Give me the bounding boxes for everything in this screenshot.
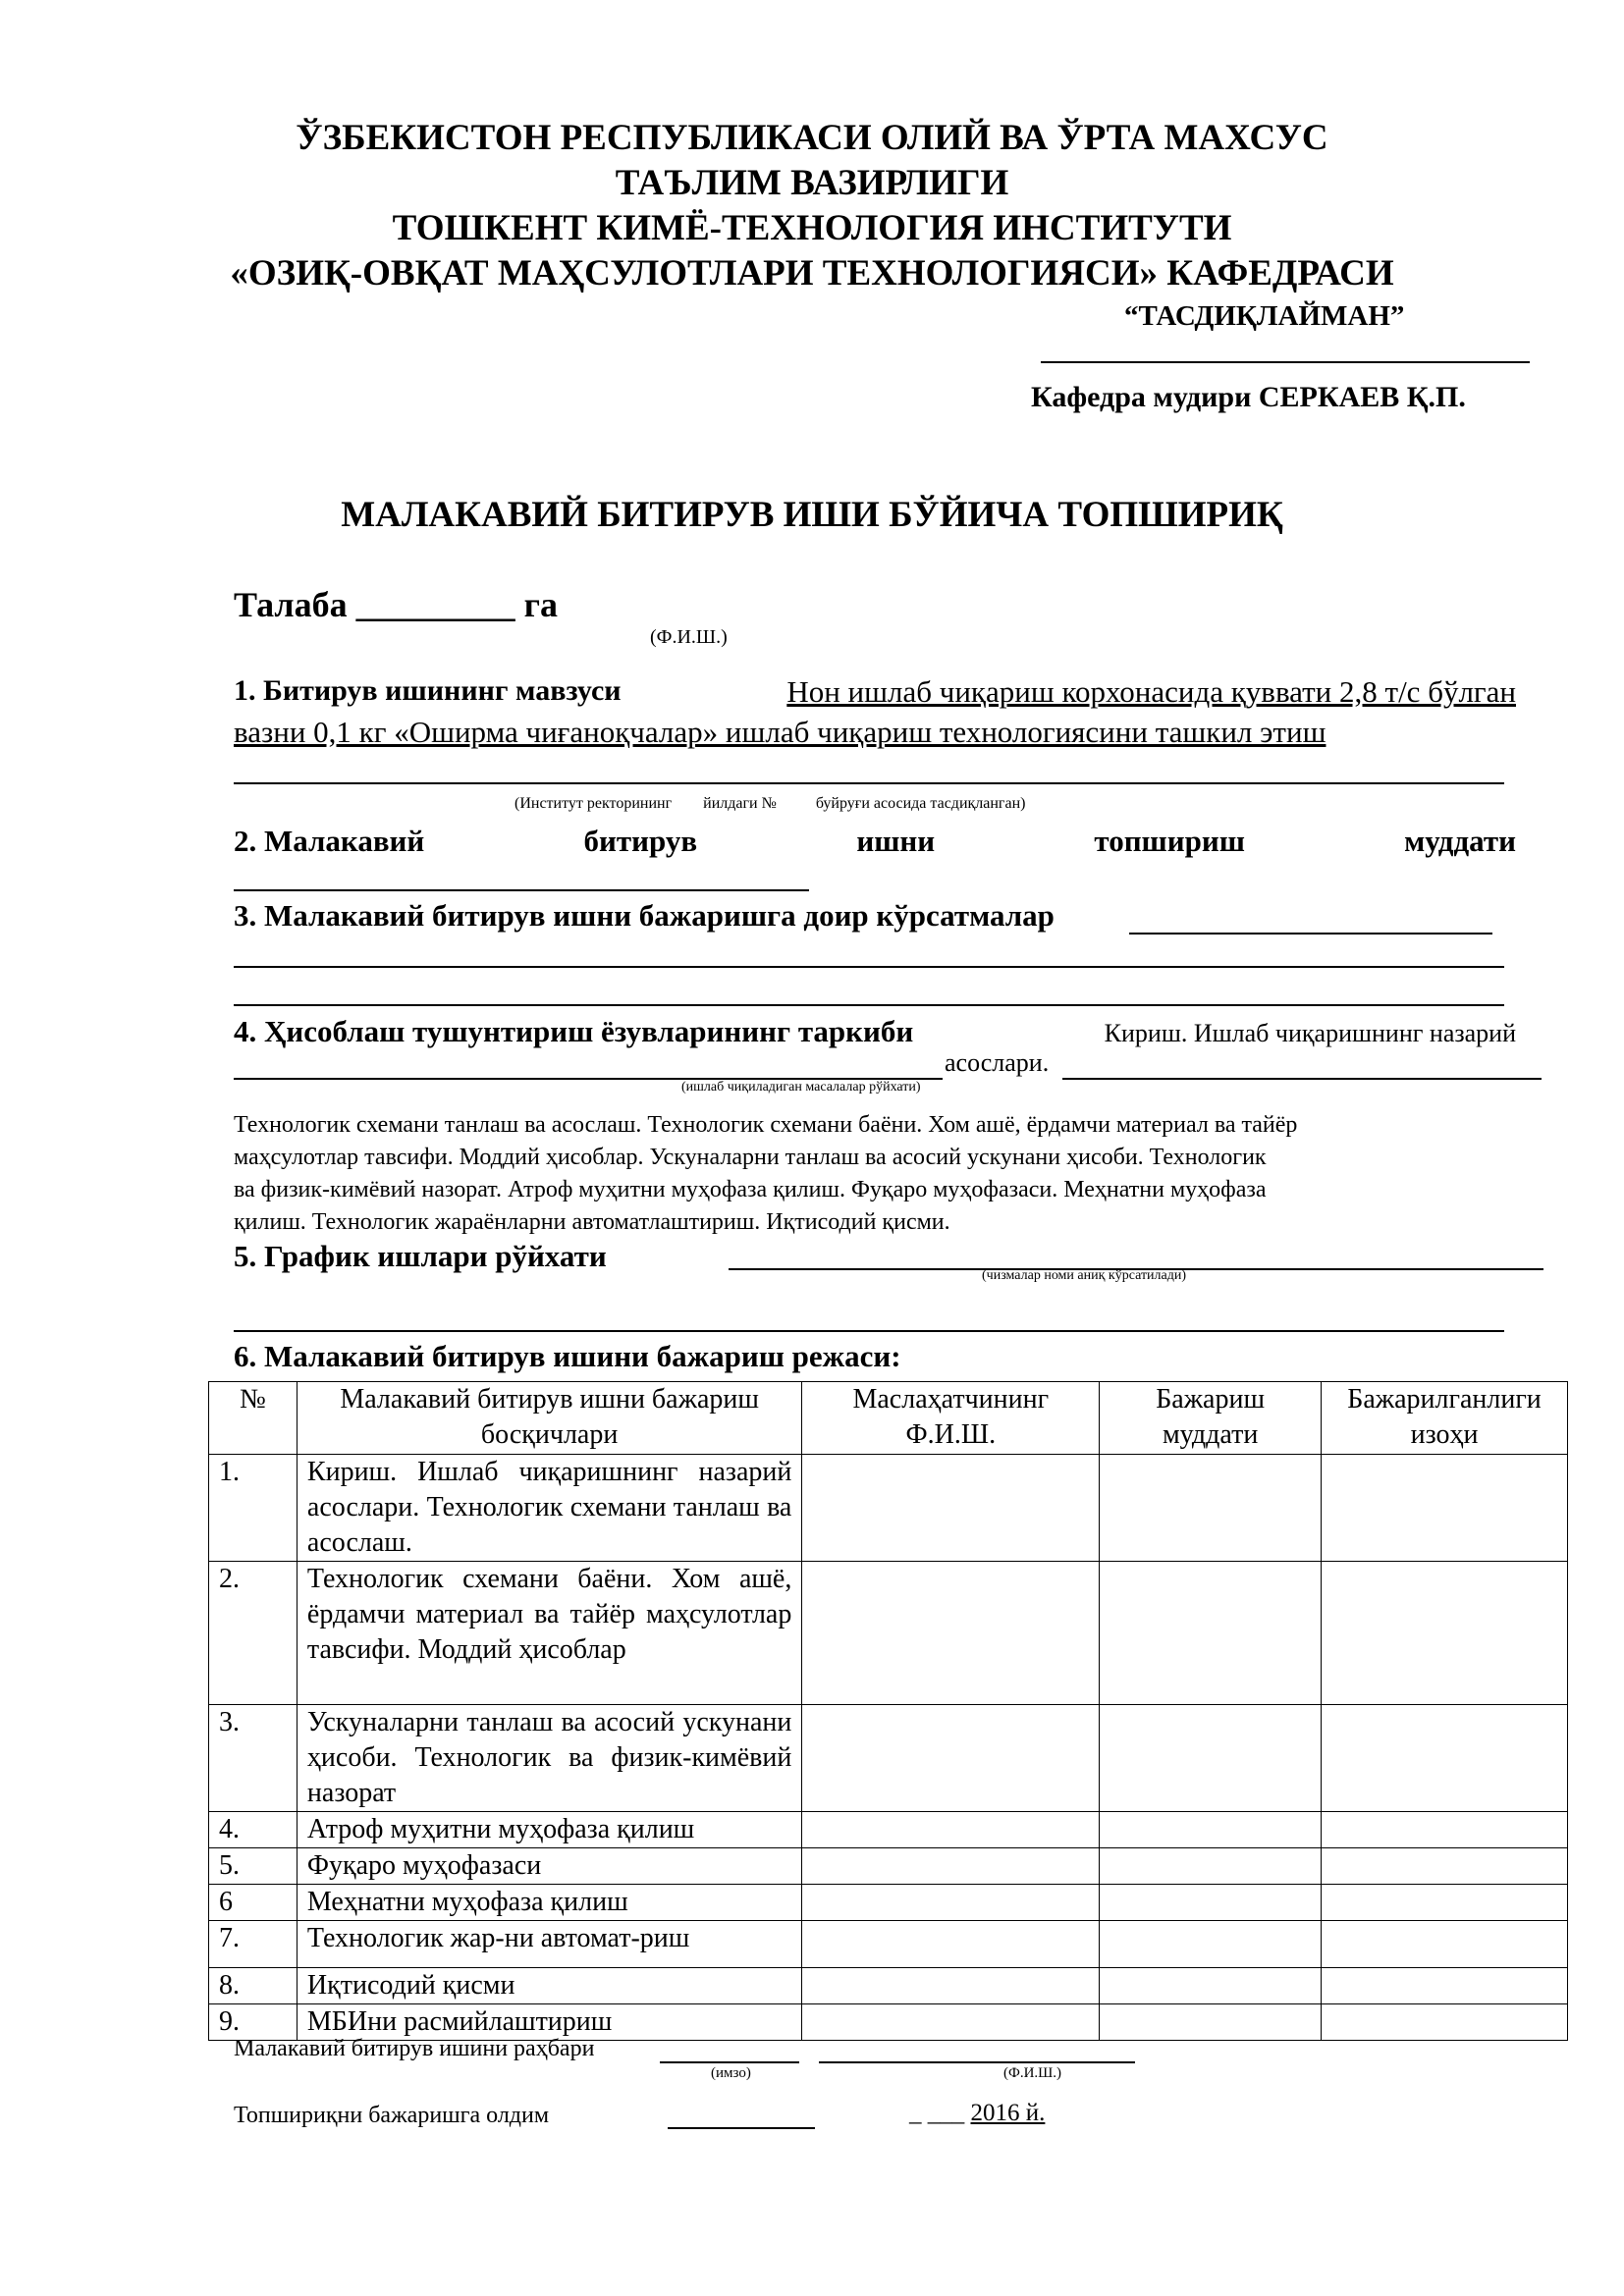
row-number: 9. (209, 2004, 298, 2041)
row-stage: Атроф муҳитни муҳофаза қилиш (297, 1812, 801, 1848)
received-signature-line (668, 2127, 815, 2129)
row-note (1322, 1812, 1568, 1848)
row-deadline (1100, 1921, 1322, 1968)
name-caption: (Ф.И.Ш.) (1003, 2065, 1062, 2081)
supervisor-name-line (819, 2061, 1135, 2063)
header-deadline: Бажариш муддати (1100, 1382, 1322, 1455)
ministry-line-2: ТАЪЛИМ ВАЗИРЛИГИ (615, 163, 1009, 203)
row-note (1322, 1455, 1568, 1562)
caption-order: буйруғи асосида тасдиқланган) (815, 795, 1026, 812)
section-4-line-1 (234, 1014, 1516, 1049)
section-1-caption (514, 795, 1025, 813)
row-stage: Технологик жар-ни автомат-риш (297, 1921, 801, 1968)
row-number: 7. (209, 1921, 298, 1968)
student-label: Талаба (234, 585, 348, 624)
row-note (1322, 2004, 1568, 2041)
row-note (1322, 1562, 1568, 1705)
section-3-blank-line-3 (234, 1004, 1504, 1006)
signature-caption: (имзо) (711, 2065, 751, 2081)
row-note (1322, 1921, 1568, 1968)
row-deadline (1100, 1885, 1322, 1921)
row-consultant (802, 1705, 1100, 1812)
table-row (209, 1848, 1568, 1885)
row-deadline (1100, 1455, 1322, 1562)
department-head: Кафедра мудири СЕРКАЕВ Қ.П. (1031, 381, 1466, 413)
approval-title: “ТАСДИҚЛАЙМАН” (1124, 300, 1405, 332)
section-4-text-1: Технологик схемани танлаш ва асослаш. Технологик схемани баёни. Хом ашё, ёрдамчи материал ва тайёр (234, 1112, 1298, 1138)
student-caption: (Ф.И.Ш.) (650, 626, 728, 648)
row-consultant (802, 1885, 1100, 1921)
section-4-blank-line-right (1062, 1078, 1542, 1080)
table-row (209, 1562, 1568, 1705)
section-4-text-2: маҳсулотлар тавсифи. Моддий ҳисоблар. Ускуналарни танлаш ва асосий ускунани ҳисоби. Технологик (234, 1145, 1267, 1170)
row-stage: Меҳнатни муҳофаза қилиш (297, 1885, 801, 1921)
row-deadline (1100, 1705, 1322, 1812)
row-deadline (1100, 2004, 1322, 2041)
section-2-blank-line (234, 889, 809, 891)
row-stage: Ускуналарни танлаш ва асосий ускунани ҳисоби. Технологик ва физик-кимёвий назорат (297, 1705, 801, 1812)
row-consultant (802, 1562, 1100, 1705)
section-3-blank-line-2 (234, 966, 1504, 968)
row-note (1322, 1705, 1568, 1812)
table-row (209, 1455, 1568, 1562)
supervisor-label: Малакавий битирув ишини раҳбари (234, 2036, 595, 2061)
plan-table (208, 1381, 1568, 2041)
row-number: 2. (209, 1562, 298, 1705)
student-name-blank: _________ (355, 585, 515, 624)
section-2-word-4: топшириш (1094, 824, 1245, 858)
document-title: МАЛАКАВИЙ БИТИРУВ ИШИ БЎЙИЧА ТОПШИРИҚ (341, 495, 1283, 535)
institute-name: ТОШКЕНТ КИМЁ-ТЕХНОЛОГИЯ ИНСТИТУТИ (392, 208, 1232, 248)
supervisor-signature-line (660, 2061, 799, 2063)
row-number: 8. (209, 1968, 298, 2004)
department-name: «ОЗИҚ-ОВҚАТ МАҲСУЛОТЛАРИ ТЕХНОЛОГИЯСИ» КАФЕДРАСИ (230, 253, 1394, 294)
table-row (209, 2004, 1568, 2041)
row-deadline (1100, 1968, 1322, 2004)
section-4-label: 4. Ҳисоблаш тушунтириш ёзувларининг таркиби (234, 1014, 914, 1048)
date-blank: _ ___ (909, 2100, 965, 2126)
section-3-blank-line-1 (1129, 933, 1492, 934)
caption-year-number: йилдаги № (703, 795, 777, 812)
table-row (209, 1968, 1568, 2004)
date-line (909, 2100, 1045, 2127)
row-consultant (802, 1921, 1100, 1968)
row-deadline (1100, 1562, 1322, 1705)
row-stage: Фуқаро муҳофазаси (297, 1848, 801, 1885)
section-4-lead: Кириш. Ишлаб чиқаришнинг назарий (1104, 1019, 1516, 1047)
section-2-word-5: муддати (1404, 824, 1516, 858)
section-1-line-1 (234, 674, 1516, 710)
received-label: Топшириқни бажаришга олдим (234, 2103, 550, 2128)
row-note (1322, 1968, 1568, 2004)
row-number: 3. (209, 1705, 298, 1812)
section-1-blank-line (234, 782, 1504, 784)
section-4-lead-2: асослари. (945, 1048, 1050, 1077)
row-stage: МБИни расмийлаштириш (297, 2004, 801, 2041)
approval-signature-line (1041, 361, 1530, 363)
student-suffix: га (523, 585, 558, 624)
section-2-line (234, 824, 1516, 859)
row-number: 4. (209, 1812, 298, 1848)
row-stage: Кириш. Ишлаб чиқаришнинг назарий асослари. Технологик схемани танлаш ва асослаш. (297, 1455, 801, 1562)
row-number: 6 (209, 1885, 298, 1921)
section-6-label: 6. Малакавий битирув ишини бажариш режаси: (234, 1339, 901, 1373)
row-consultant (802, 2004, 1100, 2041)
section-1-topic-part-1: Нон ишлаб чиқариш корхонасида қуввати 2,8 т/с бўлган (786, 674, 1516, 709)
row-deadline (1100, 1812, 1322, 1848)
row-note (1322, 1885, 1568, 1921)
section-5-caption: (чизмалар номи аниқ кўрсатилади) (982, 1268, 1187, 1283)
header-stages: Малакавий битирув ишни бажариш босқичлари (297, 1382, 801, 1455)
student-line (234, 584, 558, 625)
row-consultant (802, 1812, 1100, 1848)
section-2-word-2: битирув (583, 824, 698, 858)
row-deadline (1100, 1848, 1322, 1885)
table-row (209, 1885, 1568, 1921)
table-row (209, 1812, 1568, 1848)
section-3-label: 3. Малакавий битирув ишни бажаришга доир кўрсатмалар (234, 898, 1055, 933)
header-number: № (209, 1382, 298, 1455)
section-4-text-3: ва физик-кимёвий назорат. Атроф муҳитни муҳофаза қилиш. Фуқаро муҳофазаси. Меҳнатни муҳофаза (234, 1177, 1267, 1202)
header-consultant: Маслаҳатчининг Ф.И.Ш. (802, 1382, 1100, 1455)
row-number: 1. (209, 1455, 298, 1562)
section-2-word-1: 2. Малакавий (234, 824, 425, 858)
plan-table-header (209, 1382, 1568, 1455)
section-5-label: 5. График ишлари рўйхати (234, 1239, 607, 1273)
row-stage: Технологик схемани баёни. Хом ашё, ёрдамчи материал ва тайёр маҳсулотлар тавсифи. Моддий ҳисоблар (297, 1562, 801, 1705)
section-1-label: 1. Битирув ишининг мавзуси (234, 674, 622, 707)
row-consultant (802, 1968, 1100, 2004)
section-1-topic-part-2: вазни 0,1 кг «Оширма чиғаноқчалар» ишлаб чиқариш технологиясини ташкил этиш (234, 715, 1326, 749)
section-4-text-4: қилиш. Технологик жараёнларни автоматлаштириш. Иқтисодий қисми. (234, 1209, 950, 1235)
row-number: 5. (209, 1848, 298, 1885)
caption-rector: (Институт ректорининг (514, 795, 673, 812)
header-completion-note: Бажарилганлиги изоҳи (1322, 1382, 1568, 1455)
section-5-blank-line-2 (234, 1330, 1504, 1332)
date-year: 2016 й. (970, 2100, 1046, 2126)
table-row (209, 1921, 1568, 1968)
section-2-word-3: ишни (856, 824, 936, 858)
row-consultant (802, 1848, 1100, 1885)
row-consultant (802, 1455, 1100, 1562)
row-note (1322, 1848, 1568, 1885)
section-4-caption: (ишлаб чиқиладиган масалалар рўйхати) (681, 1080, 921, 1095)
row-stage: Иқтисодий қисми (297, 1968, 801, 2004)
ministry-line-1: ЎЗБЕКИСТОН РЕСПУБЛИКАСИ ОЛИЙ ВА ЎРТА МАХСУС (296, 118, 1328, 158)
table-row (209, 1705, 1568, 1812)
